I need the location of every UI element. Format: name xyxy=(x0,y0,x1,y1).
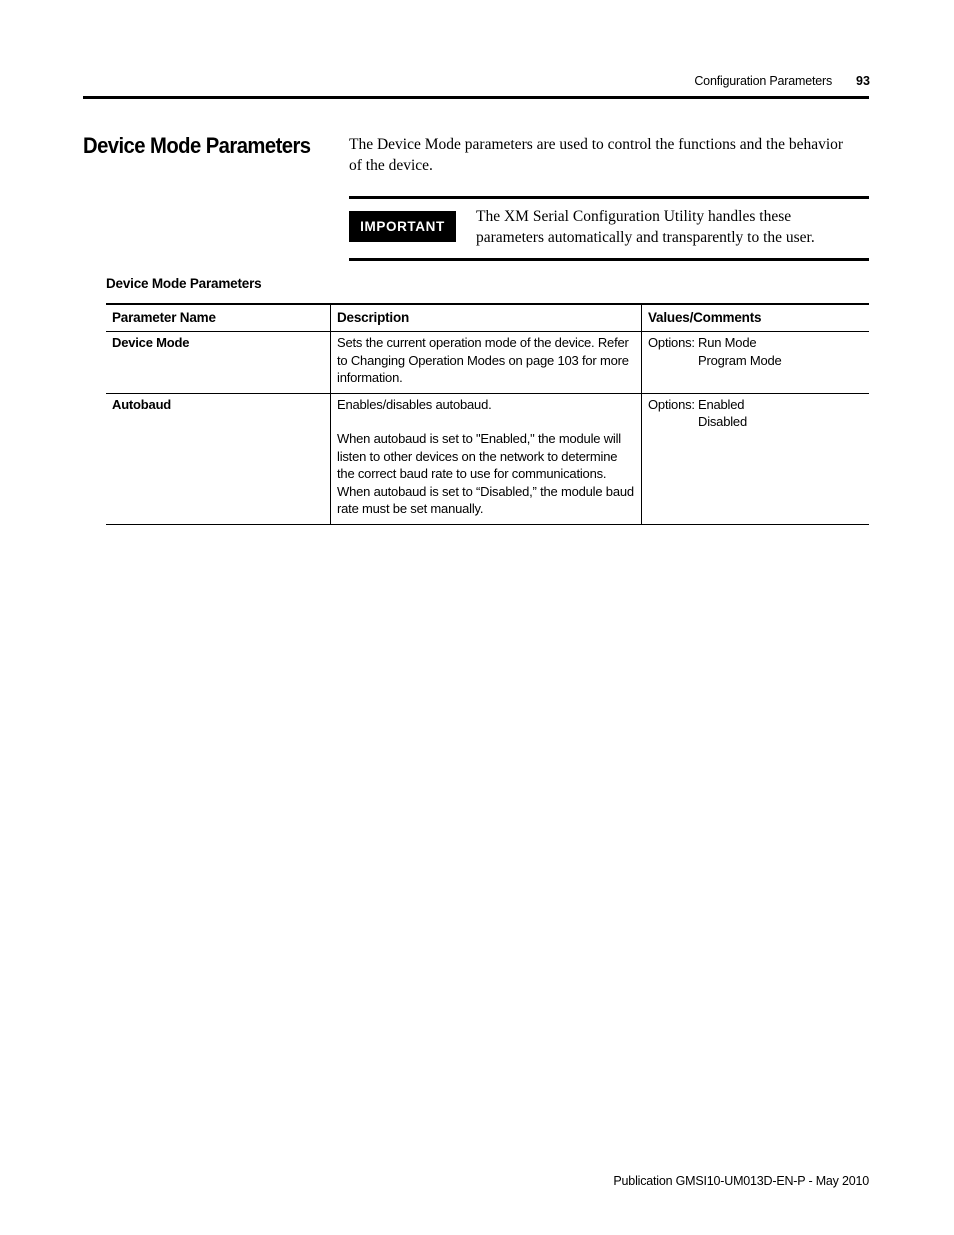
running-header-title: Configuration Parameters xyxy=(694,74,832,88)
option-value: Enabled xyxy=(698,396,745,412)
publication-footer: Publication GMSI10-UM013D-EN-P - May 2010 xyxy=(613,1174,869,1188)
column-header-values-comments: Values/Comments xyxy=(642,304,870,332)
section-heading: Device Mode Parameters xyxy=(83,133,311,158)
values-cell xyxy=(642,332,870,394)
column-header-parameter-name: Parameter Name xyxy=(106,304,331,332)
options-row xyxy=(648,334,863,352)
important-label: IMPORTANT xyxy=(349,211,456,242)
table-row xyxy=(106,332,869,394)
important-text: The XM Serial Configuration Utility handles these parameters automatically and transparently to the user. xyxy=(476,208,815,246)
description-text: Sets the current operation mode of the device. Refer to Changing Operation Modes on page 103 for more information. xyxy=(337,335,629,385)
parameter-name-cell: Autobaud xyxy=(106,393,331,524)
description-cell xyxy=(331,393,642,524)
column-header-description: Description xyxy=(331,304,642,332)
table-header-row xyxy=(106,304,869,332)
header-rule xyxy=(83,96,869,99)
description-text: Enables/disables autobaud. xyxy=(337,396,492,412)
page-number: 93 xyxy=(856,74,870,88)
values-cell xyxy=(642,393,870,524)
option-value: Program Mode xyxy=(698,352,782,368)
option-value: Disabled xyxy=(698,414,747,429)
description-text: When autobaud is set to "Enabled," the module will listen to other devices on the network to determine the correct baud rate to use for communications. When autobaud is set to “Disabled,” the module baud rate must be set manually. xyxy=(337,431,634,516)
options-label: Options: xyxy=(648,396,695,412)
description-cell xyxy=(331,332,642,394)
options-label: Options: xyxy=(648,335,695,350)
important-note xyxy=(349,196,869,261)
intro-paragraph: The Device Mode parameters are used to control the functions and the behavior of the device. xyxy=(349,136,844,174)
table-row xyxy=(106,393,869,524)
option-value: Run Mode xyxy=(698,335,757,350)
table-caption: Device Mode Parameters xyxy=(106,276,262,291)
device-mode-parameters-table xyxy=(106,303,869,525)
options-row xyxy=(648,396,863,414)
parameter-name-cell: Device Mode xyxy=(106,332,331,394)
